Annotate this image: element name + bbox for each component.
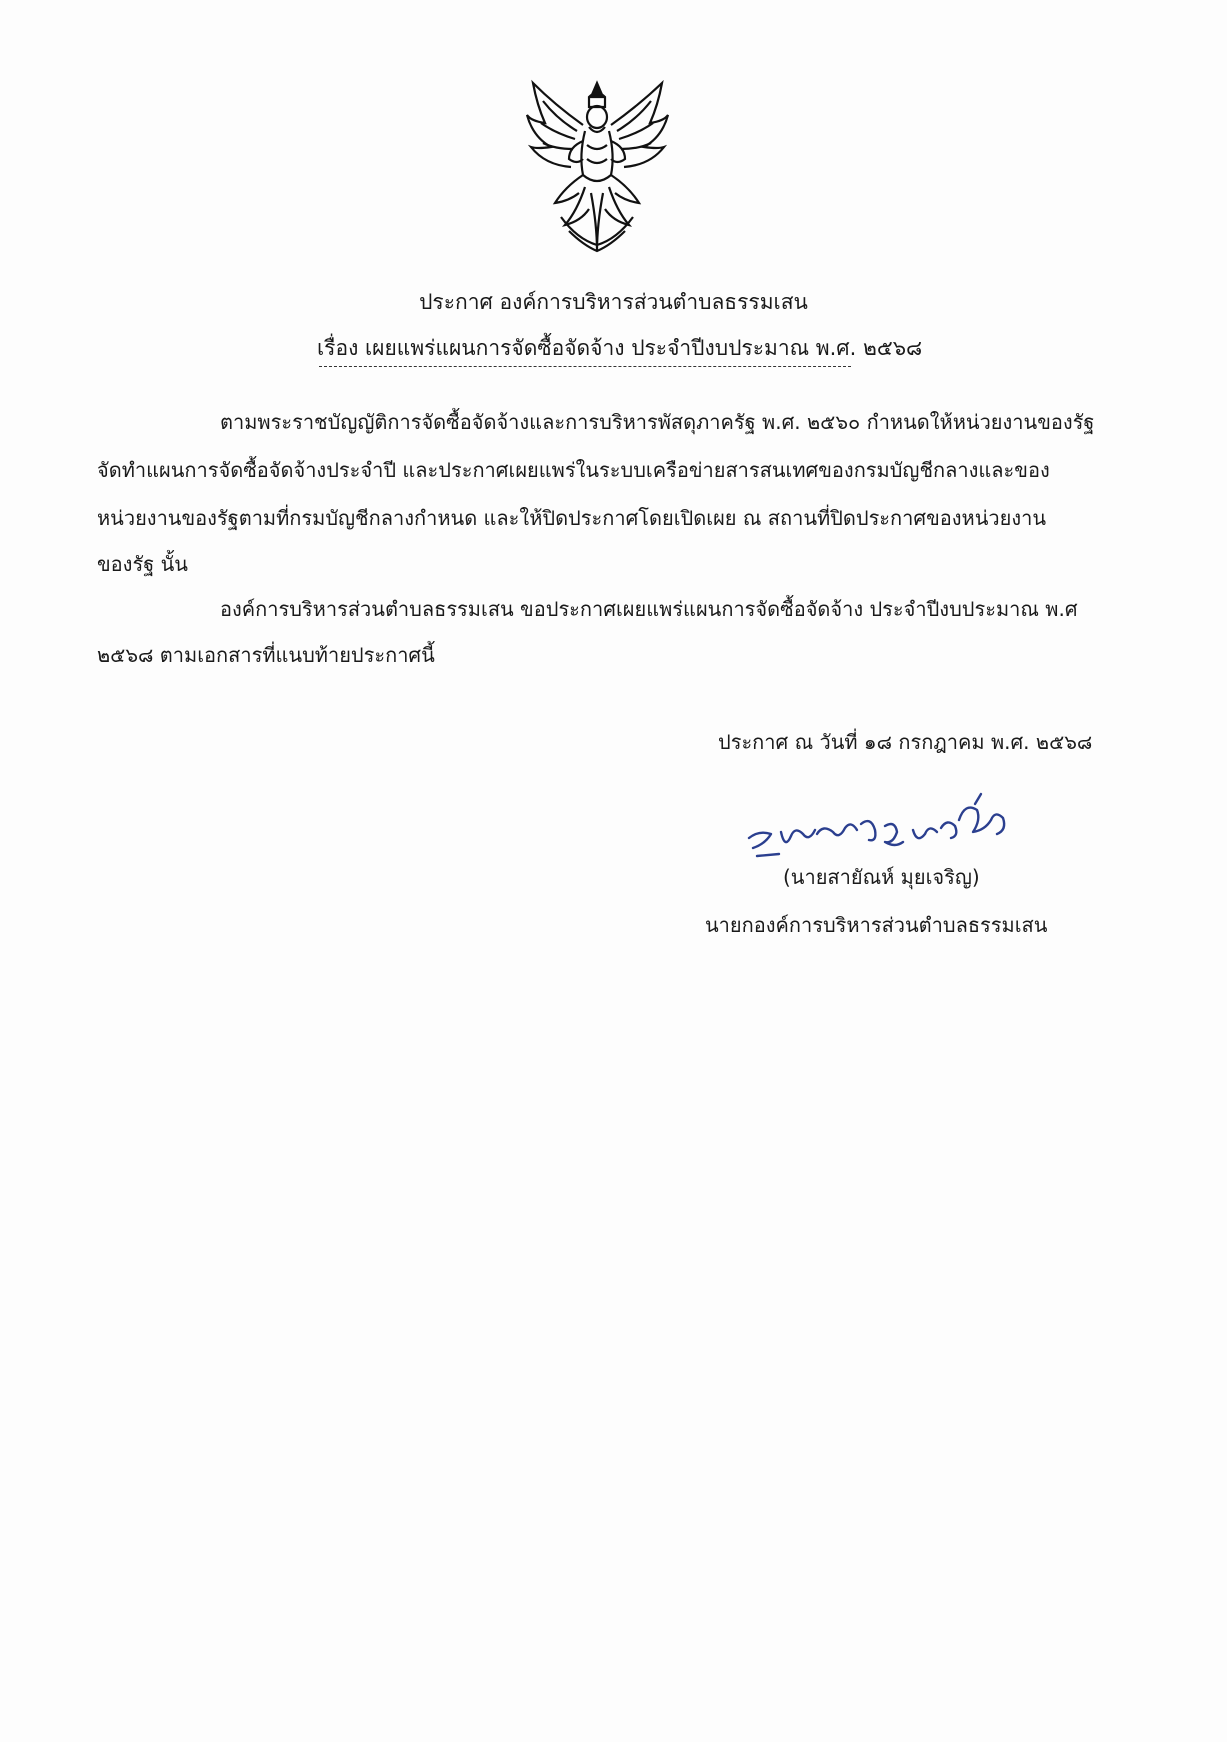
announcement-subject: เรื่อง เผยแพร่แผนการจัดซื้อจัดจ้าง ประจำปีงบประมาณ พ.ศ. ๒๕๖๘: [317, 336, 923, 360]
signer-name: (นายสายัณห์ มุยเจริญ): [783, 865, 980, 889]
paragraph-1-line-2: จัดทำแผนการจัดซื้อจัดจ้างประจำปี และประกาศเผยแพร่ในระบบเครือข่ายสารสนเทศของกรมบัญชีกลางและของ: [97, 458, 1050, 482]
paragraph-1-line-3: หน่วยงานของรัฐตามที่กรมบัญชีกลางกำหนด และให้ปิดประกาศโดยเปิดเผย ณ สถานที่ปิดประกาศของหน่วยงาน: [97, 506, 1047, 530]
paragraph-2-line-1: องค์การบริหารส่วนตำบลธรรมเสน ขอประกาศเผยแพร่แผนการจัดซื้อจัดจ้าง ประจำปีงบประมาณ พ.ศ: [220, 597, 1078, 621]
paragraph-2-line-2: ๒๕๖๘ ตามเอกสารที่แนบท้ายประกาศนี้: [97, 643, 435, 667]
announcement-title: ประกาศ องค์การบริหารส่วนตำบลธรรมเสน: [419, 290, 808, 314]
divider-dashed: [319, 366, 851, 367]
handwritten-signature-icon: [745, 790, 1020, 860]
signer-position: นายกองค์การบริหารส่วนตำบลธรรมเสน: [705, 913, 1048, 937]
paragraph-1-line-4: ของรัฐ นั้น: [97, 552, 188, 576]
paragraph-1-line-1: ตามพระราชบัญญัติการจัดซื้อจัดจ้างและการบริหารพัสดุภาครัฐ พ.ศ. ๒๕๖๐ กำหนดให้หน่วยงานของรัฐ: [220, 410, 1095, 434]
garuda-emblem-icon: [525, 75, 670, 255]
announcement-date: ประกาศ ณ วันที่ ๑๘ กรกฎาคม พ.ศ. ๒๕๖๘: [718, 730, 1093, 754]
